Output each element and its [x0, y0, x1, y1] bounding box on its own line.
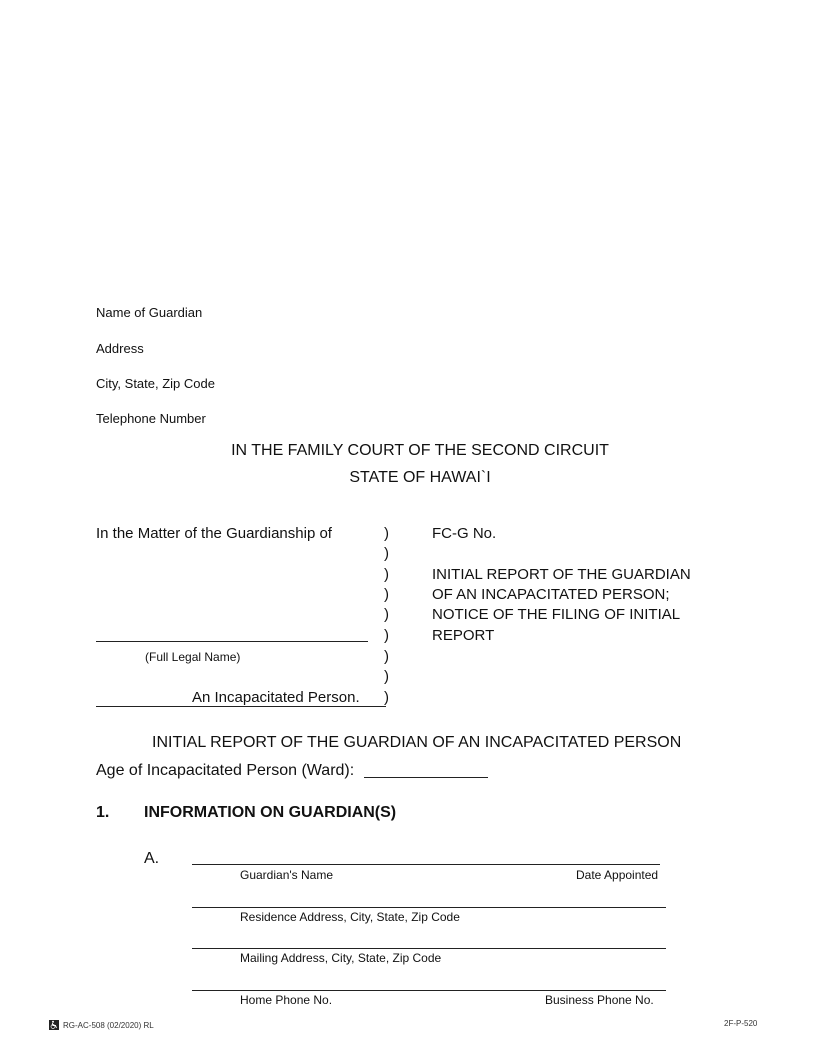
document-title-line-3: NOTICE OF THE FILING OF INITIAL — [432, 606, 681, 623]
caption-paren: ) — [384, 586, 389, 603]
residence-address-line[interactable] — [192, 907, 666, 908]
residence-address-caption: Residence Address, City, State, Zip Code — [240, 910, 460, 924]
caption-paren: ) — [384, 648, 389, 665]
court-name: IN THE FAMILY COURT OF THE SECOND CIRCUIT — [231, 442, 609, 459]
full-legal-name-line[interactable] — [96, 641, 368, 642]
document-title-line-4: REPORT — [432, 627, 495, 644]
caption-paren: ) — [384, 627, 389, 644]
subsection-a-label: A. — [144, 850, 160, 867]
section-1-title: INFORMATION ON GUARDIAN(S) — [144, 804, 397, 821]
mailing-address-line[interactable] — [192, 948, 666, 949]
document-title-line-1: INITIAL REPORT OF THE GUARDIAN — [432, 566, 691, 583]
age-label: Age of Incapacitated Person (Ward): — [96, 762, 355, 779]
caption-paren: ) — [384, 545, 389, 562]
guardian-name-caption: Guardian's Name — [240, 868, 333, 882]
caption-paren: ) — [384, 606, 389, 623]
guardian-name-line[interactable] — [192, 864, 660, 865]
form-code: RG-AC-508 (02/2020) RL — [63, 1021, 154, 1030]
mailing-address-caption: Mailing Address, City, State, Zip Code — [240, 951, 442, 965]
document-title-line-2: OF AN INCAPACITATED PERSON; — [432, 586, 670, 603]
incapacitated-underline — [96, 706, 386, 707]
report-title: INITIAL REPORT OF THE GUARDIAN OF AN INCAPACITATED PERSON — [152, 734, 682, 751]
court-state: STATE OF HAWAI`I — [349, 469, 491, 486]
caption-paren: ) — [384, 525, 389, 542]
city-state-zip-label: City, State, Zip Code — [96, 376, 215, 391]
caption-paren: ) — [384, 566, 389, 583]
address-label: Address — [96, 341, 144, 356]
incapacitated-person-label: An Incapacitated Person. — [192, 689, 360, 706]
name-of-guardian-label: Name of Guardian — [96, 305, 203, 320]
telephone-label: Telephone Number — [96, 411, 206, 426]
wheelchair-icon — [49, 1020, 59, 1030]
case-number-label: FC-G No. — [432, 525, 497, 542]
form-number: 2F-P-520 — [724, 1019, 758, 1028]
phone-line[interactable] — [192, 990, 666, 991]
caption-paren: ) — [384, 668, 389, 685]
section-1-number: 1. — [96, 804, 110, 821]
business-phone-caption: Business Phone No. — [545, 993, 654, 1007]
full-legal-name-caption: (Full Legal Name) — [145, 650, 241, 664]
date-appointed-caption: Date Appointed — [576, 868, 659, 882]
matter-label: In the Matter of the Guardianship of — [96, 525, 332, 542]
age-field-line[interactable] — [364, 777, 488, 778]
caption-paren: ) — [384, 689, 389, 706]
home-phone-caption: Home Phone No. — [240, 993, 333, 1007]
